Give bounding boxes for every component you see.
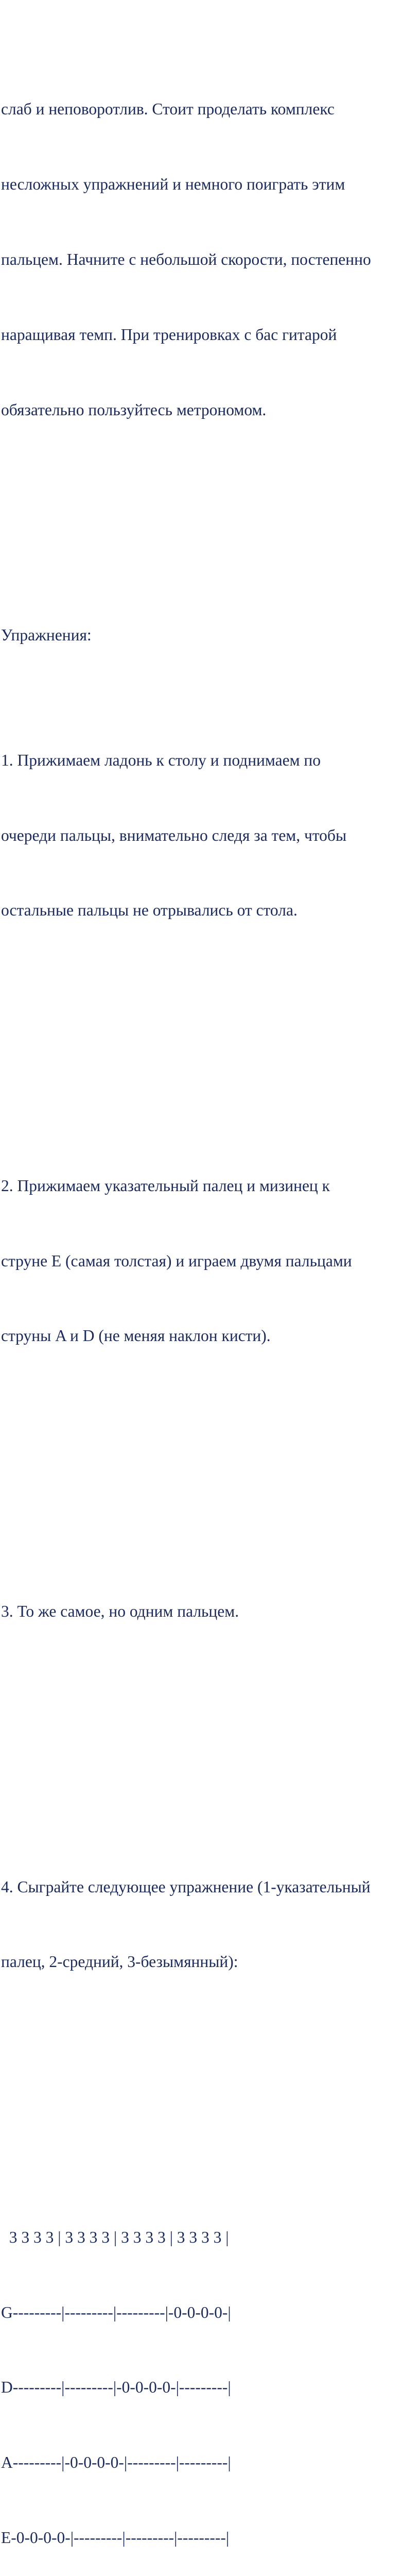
tab-fingering-row: 3 3 3 3 | 3 3 3 3 | 3 3 3 3 | 3 3 3 3 | bbox=[1, 2228, 229, 2246]
text-line: струне E (самая толстая) и играем двумя пальцами bbox=[1, 1251, 352, 1270]
tab-string-a: A---------|-0-0-0-0-|---------|---------| bbox=[1, 2453, 231, 2472]
text-line: несложных упражнений и немного поиграть этим bbox=[1, 175, 345, 194]
paragraph-spacer bbox=[1, 522, 419, 548]
bass-tab bbox=[1, 2175, 419, 2576]
text-line: обязательно пользуйтесь метрономом. bbox=[1, 400, 267, 419]
text-line: 1. Прижимаем ладонь к столу и поднимаем по bbox=[1, 751, 321, 769]
text-line: слаб и неповоротлив. Стоит проделать комплекс bbox=[1, 100, 335, 118]
text-line: 4. Сыграйте следующее упражнение (1-указательный bbox=[1, 1877, 371, 1896]
exercise-3 bbox=[1, 1549, 419, 1674]
paragraph-spacer bbox=[1, 1023, 419, 1048]
text-line: пальцем. Начните с небольшой скорости, постепенно bbox=[1, 250, 371, 268]
tab-string-d: D---------|---------|-0-0-0-0-|---------| bbox=[1, 2378, 231, 2397]
exercises-heading: Упражнения: bbox=[1, 625, 92, 644]
text-line: остальные пальцы не отрывались от стола. bbox=[1, 901, 297, 920]
exercise-4 bbox=[1, 1824, 419, 2025]
text-line: 2. Прижимаем указательный палец и мизинец к bbox=[1, 1176, 330, 1195]
exercise-2 bbox=[1, 1124, 419, 1399]
tab-string-e: E-0-0-0-0-|---------|---------|---------| bbox=[1, 2528, 230, 2547]
exercise-1 bbox=[1, 698, 419, 974]
paragraph-spacer bbox=[1, 2075, 419, 2100]
paragraph-spacer bbox=[1, 1449, 419, 1474]
tab-string-g: G---------|---------|---------|-0-0-0-0-| bbox=[1, 2303, 231, 2321]
text-line: очереди пальцы, внимательно следя за тем, чтобы bbox=[1, 826, 347, 844]
text-line: струны A и D (не меняя наклон кисти). bbox=[1, 1327, 271, 1345]
document-page bbox=[1, 0, 419, 2576]
text-line: палец, 2-средний, 3-безымянный): bbox=[1, 1953, 238, 1971]
paragraph-spacer bbox=[1, 1724, 419, 1750]
text-line: наращивая темп. При тренировках с бас гитарой bbox=[1, 325, 337, 344]
intro-paragraph bbox=[1, 47, 419, 472]
text-line: 3. То же самое, но одним пальцем. bbox=[1, 1602, 239, 1620]
